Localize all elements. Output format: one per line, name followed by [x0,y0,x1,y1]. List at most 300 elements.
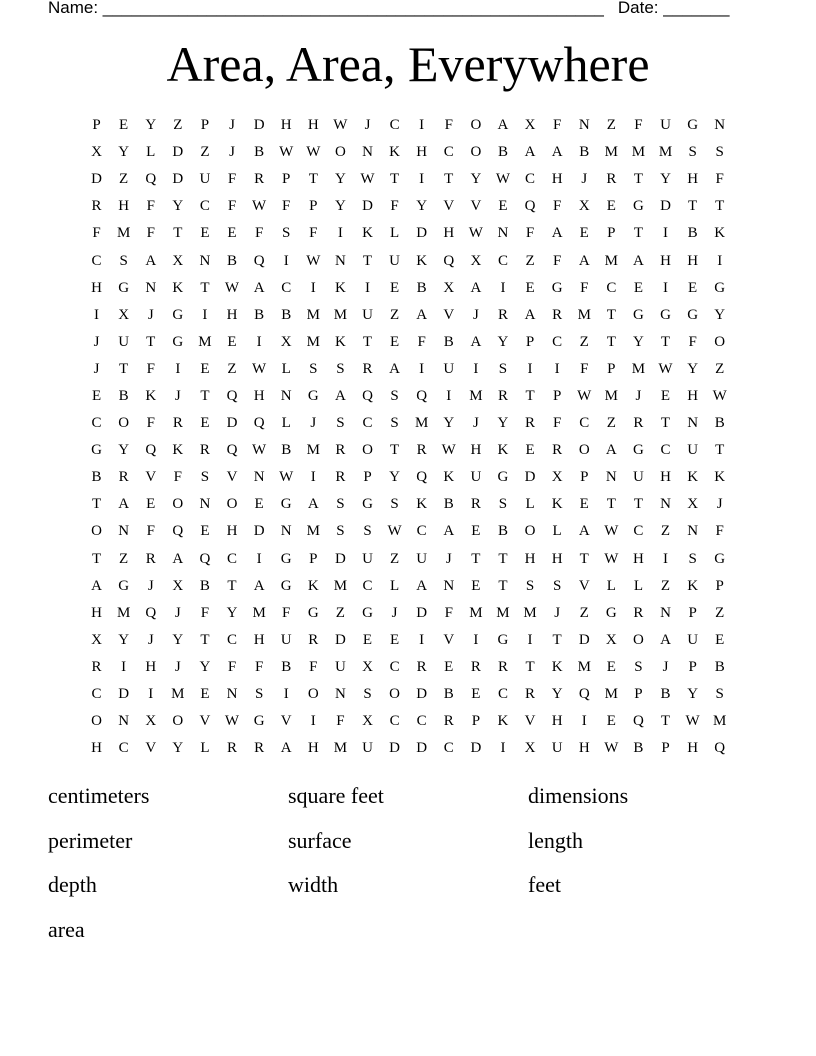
grid-letter: J [174,604,181,621]
grid-letter: X [578,198,590,215]
grid-letter: O [172,713,184,730]
grid-letter: F [254,658,264,675]
grid-letter: M [577,306,591,323]
grid-letter: D [253,523,265,540]
grid-letter: D [416,225,428,242]
grid-letter: F [444,604,453,621]
grid-letter: B [281,442,292,459]
grid-letter: S [688,144,697,161]
grid-letter: F [254,225,264,242]
grid-letter: C [660,442,671,459]
grid-letter: U [362,740,373,757]
grid-letter: Q [362,387,373,404]
grid-letter: M [333,306,348,323]
grid-letter: V [470,198,482,215]
grid-letter: Y [497,415,509,432]
grid-letter: I [419,631,425,648]
grid-letter: I [663,225,669,242]
grid-letter: K [334,279,346,296]
grid-letter: R [497,306,508,323]
grid-letter: S [254,686,264,703]
grid-letter: T [606,333,616,350]
grid-letter: I [717,252,723,269]
grid-letter: X [362,658,373,675]
grid-letter: H [280,117,292,134]
grid-letter: J [716,496,723,513]
grid-letter: P [607,225,616,242]
grid-letter: G [362,496,373,513]
grid-letter: Y [226,604,238,621]
grid-letter: U [551,740,563,757]
grid-letter: Q [253,415,265,432]
grid-letter: D [362,198,373,215]
grid-letter: C [91,686,102,703]
grid-letter: I [473,631,479,648]
grid-letter: P [634,686,643,703]
grid-letter: R [172,415,183,432]
grid-letter: W [577,387,592,404]
grid-letter: H [687,171,699,188]
grid-letter: D [172,171,184,188]
grid-letter: Q [578,686,590,703]
grid-letter: C [227,550,238,567]
grid-letter: X [443,279,455,296]
grid-letter: D [416,604,428,621]
grid-letter: X [145,713,157,730]
grid-letter: B [118,387,129,404]
grid-letter: X [172,577,184,594]
word-list-item: surface [288,827,352,853]
grid-letter: R [633,604,644,621]
grid-letter: N [253,469,265,486]
grid-letter: I [527,360,533,377]
grid-letter: U [687,631,699,648]
grid-letter: N [660,604,671,621]
grid-letter: H [307,740,319,757]
grid-letter: M [306,306,320,323]
grid-letter: R [416,442,427,459]
grid-letter: Y [470,171,482,188]
grid-letter: Z [389,550,400,567]
grid-letter: A [389,360,400,377]
grid-letter: E [362,631,373,648]
grid-letter: W [252,360,267,377]
grid-letter: J [93,360,100,377]
grid-letter: T [606,496,616,513]
grid-letter: A [145,252,157,269]
grid-letter: H [118,198,130,215]
grid-letter: R [335,442,346,459]
grid-letter: L [281,415,291,432]
grid-letter: P [363,469,372,486]
grid-letter: U [199,171,211,188]
grid-letter: T [173,225,183,242]
grid-letter: K [714,469,726,486]
grid-letter: C [606,279,617,296]
grid-letter: H [253,387,265,404]
grid-letter: C [443,144,454,161]
grid-letter: T [633,225,643,242]
grid-letter: H [226,306,238,323]
grid-letter: T [200,279,210,296]
grid-letter: F [580,360,589,377]
grid-letter: Y [334,198,346,215]
grid-letter: B [443,333,454,350]
grid-letter: S [715,686,724,703]
grid-letter: Y [633,333,644,350]
header-line [48,0,729,18]
grid-letter: Z [606,415,616,432]
grid-letter: X [524,117,536,134]
grid-letter: R [606,171,617,188]
grid-letter: K [687,469,699,486]
grid-letter: J [147,306,154,323]
grid-letter: O [362,442,373,459]
grid-letter: H [660,469,671,486]
grid-letter: Q [524,198,536,215]
grid-letter: N [226,686,238,703]
grid-letter: J [472,415,479,432]
grid-letter: E [525,279,535,296]
grid-letter: X [605,631,617,648]
word-list-item: width [288,872,339,897]
grid-letter: M [415,415,429,432]
grid-letter: C [497,252,508,269]
grid-letter: Y [660,171,671,188]
grid-letter: T [552,631,562,648]
grid-letter: G [633,442,644,459]
grid-letter: P [661,740,670,757]
grid-letter: H [551,171,563,188]
grid-letter: O [714,333,726,350]
grid-letter: U [660,117,671,134]
grid-letter: J [93,333,100,350]
grid-letter: Z [173,117,183,134]
grid-letter: S [525,577,535,594]
grid-letter: I [500,279,506,296]
grid-letter: R [199,442,210,459]
grid-letter: W [495,171,511,188]
grid-letter: B [633,740,644,757]
grid-letter: G [172,306,184,323]
grid-letter: X [172,252,184,269]
grid-letter: S [390,415,399,432]
grid-letter: X [470,252,482,269]
grid-letter: J [229,117,235,134]
grid-letter: N [578,117,590,134]
grid-letter: D [389,740,400,757]
grid-letter: K [389,144,400,161]
grid-letter: S [336,496,345,513]
grid-letter: A [551,144,563,161]
grid-letter: W [224,279,240,296]
grid-letter: C [362,577,373,594]
grid-letter: M [306,442,320,459]
grid-letter: V [443,306,455,323]
grid-letter: W [252,198,267,215]
grid-letter: N [280,387,292,404]
grid-letter: Y [199,658,211,675]
grid-letter: D [334,631,346,648]
grid-letter: T [362,333,373,350]
grid-letter: N [605,469,617,486]
grid-letter: M [496,604,510,621]
grid-letter: Z [579,604,589,621]
word-list-item: feet [528,872,561,897]
grid-letter: P [552,387,562,404]
grid-letter: C [633,523,644,540]
grid-letter: M [333,740,348,757]
grid-letter: N [497,225,509,242]
grid-letter: Z [525,252,535,269]
grid-letter: A [605,442,617,459]
grid-letter: P [525,333,535,350]
name-field-label[interactable]: Name: _____________________________________________________ [48,0,604,17]
grid-letter: S [498,496,508,513]
grid-letter: F [525,225,535,242]
grid-letter: T [389,442,400,459]
word-list [48,780,768,958]
grid-letter: F [444,117,453,134]
grid-letter: V [443,198,455,215]
grid-letter: R [145,550,156,567]
grid-letter: C [443,740,454,757]
grid-letter: L [633,577,643,594]
grid-letter: Z [200,144,210,161]
grid-letter: F [146,523,155,540]
grid-letter: A [253,577,265,594]
grid-letter: J [174,658,181,675]
grid-letter: M [469,387,483,404]
grid-letter: A [443,523,455,540]
grid-letter: A [551,225,563,242]
grid-letter: W [441,442,456,459]
grid-letter: G [172,333,184,350]
grid-letter: E [200,225,210,242]
grid-letter: W [279,469,294,486]
grid-letter: W [306,252,321,269]
grid-letter: W [685,713,700,730]
grid-letter: E [498,198,508,215]
grid-letter: T [525,387,535,404]
grid-letter: Q [416,469,428,486]
grid-letter: Y [118,442,130,459]
grid-letter: U [280,631,292,648]
grid-letter: F [715,523,724,540]
grid-letter: C [389,658,400,675]
grid-letter: C [362,415,373,432]
grid-letter: D [660,198,671,215]
grid-letter: A [497,117,509,134]
grid-letter: F [146,198,155,215]
grid-letter: P [580,469,589,486]
grid-letter: H [578,740,590,757]
grid-letter: Y [172,198,184,215]
grid-letter: G [362,604,373,621]
date-field-label[interactable]: Date: _______ [617,0,730,17]
grid-letter: Z [660,577,671,594]
grid-letter: C [281,279,292,296]
grid-letter: M [713,713,727,730]
grid-letter: L [389,577,400,594]
grid-letter: C [497,686,508,703]
grid-letter: I [419,117,425,134]
grid-letter: H [687,740,699,757]
grid-letter: K [307,577,319,594]
grid-letter: I [473,360,479,377]
grid-letter: T [606,306,616,323]
grid-letter: R [552,306,563,323]
grid-letter: E [227,333,237,350]
grid-letter: N [362,144,373,161]
grid-letter: Z [227,360,237,377]
grid-letter: R [470,658,481,675]
grid-letter: R [416,658,427,675]
grid-letter: M [604,387,618,404]
grid-letter: S [336,415,345,432]
grid-letter: M [171,686,185,703]
grid-letter: E [525,442,535,459]
grid-letter: T [119,360,129,377]
grid-letter: G [253,713,265,730]
grid-letter: Q [253,252,265,269]
grid-letter: L [606,577,616,594]
grid-letter: X [118,306,130,323]
grid-letter: L [146,144,156,161]
grid-letter: C [552,333,563,350]
grid-letter: F [634,117,643,134]
grid-letter: D [524,469,536,486]
grid-letter: F [552,198,562,215]
grid-letter: R [254,171,265,188]
grid-letter: G [280,577,292,594]
grid-letter: Q [714,740,726,757]
grid-letter: Y [118,631,130,648]
grid-letter: H [443,225,455,242]
grid-letter: J [391,604,398,621]
grid-letter: A [253,279,265,296]
grid-letter: B [497,144,508,161]
grid-letter: H [91,604,102,621]
grid-letter: E [389,631,400,648]
grid-letter: H [226,523,238,540]
grid-letter: J [581,171,588,188]
grid-letter: H [307,117,319,134]
grid-letter: Z [715,604,725,621]
grid-letter: E [200,686,210,703]
grid-letter: Q [633,713,644,730]
grid-letter: Y [416,198,428,215]
grid-letter: C [525,171,536,188]
grid-letter: K [362,225,373,242]
grid-letter: O [118,415,130,432]
grid-letter: K [416,496,428,513]
grid-letter: T [660,415,671,432]
grid-letter: G [118,279,130,296]
grid-letter: H [416,144,428,161]
grid-letter: N [334,252,346,269]
grid-letter: V [280,713,292,730]
grid-letter: V [145,469,157,486]
grid-letter: D [226,415,238,432]
grid-letter: G [660,306,671,323]
grid-letter: C [118,740,129,757]
grid-letter: G [687,306,699,323]
grid-letter: M [658,144,673,161]
grid-letter: I [554,360,560,377]
grid-letter: R [227,740,238,757]
grid-letter: G [551,279,563,296]
grid-letter: E [444,658,454,675]
grid-letter: U [334,658,346,675]
grid-letter: Q [199,550,211,567]
grid-letter: Q [145,171,157,188]
grid-letter: T [525,658,535,675]
grid-letter: T [715,198,725,215]
grid-letter: F [146,225,155,242]
grid-letter: Z [335,604,345,621]
grid-letter: T [91,496,102,513]
grid-letter: S [552,577,562,594]
grid-letter: B [579,144,590,161]
grid-letter: F [227,198,237,215]
grid-letter: R [254,740,265,757]
grid-letter: I [283,686,289,703]
grid-letter: E [688,279,698,296]
word-list-item: square feet [288,783,384,808]
grid-letter: D [91,171,102,188]
grid-letter: N [714,117,726,134]
grid-letter: H [145,658,157,675]
grid-letter: T [389,171,400,188]
grid-letter: V [145,740,157,757]
grid-letter: H [91,279,102,296]
grid-letter: C [416,713,427,730]
grid-letter: I [663,550,669,567]
grid-letter: F [552,415,562,432]
grid-letter: P [309,550,318,567]
grid-letter: A [578,523,590,540]
grid-letter: F [173,469,182,486]
grid-letter: V [199,713,211,730]
grid-letter: E [389,279,400,296]
word-list-item: perimeter [48,827,133,853]
grid-letter: A [334,387,346,404]
grid-letter: Y [687,360,699,377]
grid-letter: P [688,604,697,621]
grid-letter: C [416,523,427,540]
grid-letter: E [579,496,589,513]
grid-letter: I [581,713,587,730]
grid-letter: S [498,360,508,377]
grid-letter: K [172,442,184,459]
grid-letter: D [253,117,265,134]
grid-letter: X [687,496,699,513]
grid-letter: Q [172,523,184,540]
grid-letter: T [633,171,643,188]
grid-letter: H [524,550,536,567]
grid-letter: H [687,252,699,269]
grid-letter: P [309,198,318,215]
grid-letter: A [470,279,482,296]
grid-letter: R [118,469,129,486]
grid-letter: W [604,550,619,567]
grid-letter: U [118,333,130,350]
grid-letter: F [282,198,291,215]
grid-letter: M [333,577,348,594]
grid-letter: J [472,306,479,323]
grid-letter: W [306,144,321,161]
